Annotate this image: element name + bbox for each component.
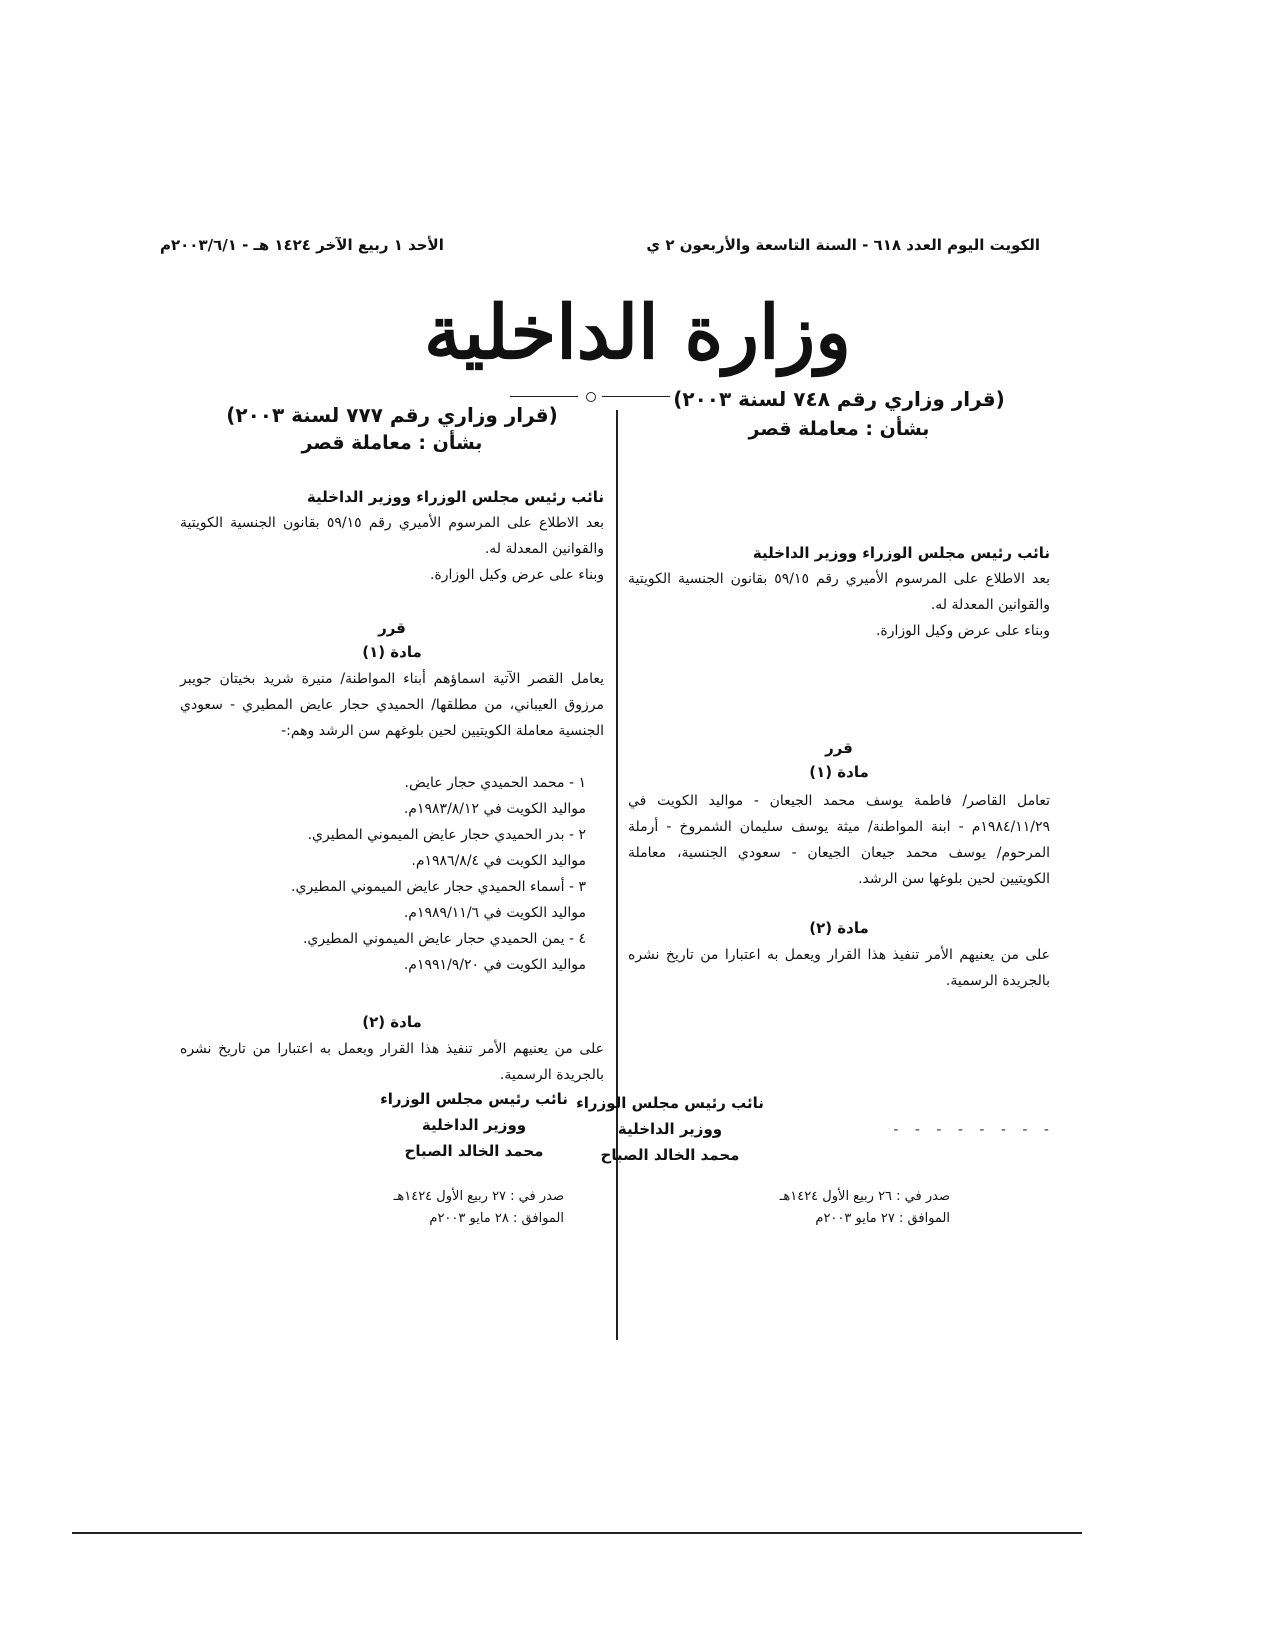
decree-777-article-2-heading: مادة (٢) [362,1013,422,1031]
running-header [160,236,1040,266]
list-item: مواليد الكويت في ١٩٨٦/٨/٤م. [411,853,586,869]
list-item: ٣ - أسماء الحميدي حجار عايض الميموني المطيري. [291,879,586,895]
ministry-title: وزارة الداخلية [423,290,852,376]
decree-748-authority: نائب رئيس مجلس الوزراء ووزير الداخلية [752,544,1050,562]
decree-777-title: (قرار وزاري رقم ٧٧٧ لسنة ٢٠٠٣) [226,403,558,427]
decree-777-decided: قرر [378,619,406,637]
header-date: الأحد ١ ربيع الآخر ١٤٢٤ هـ - ٢٠٠٣/٦/١م [160,236,444,254]
column-divider [616,410,618,1340]
decree-748-article-1-heading: مادة (١) [809,763,869,781]
decree-777-subject: بشأن : معاملة قصر [301,432,483,454]
list-item: مواليد الكويت في ١٩٩١/٩/٢٠م. [403,957,586,973]
signature-line-2: ووزير الداخلية [421,1116,527,1134]
issued-date: صدر في : ٢٧ ربيع الأول ١٤٢٤هـ [393,1189,564,1204]
decree-777-column [180,400,604,1340]
signature-name: محمد الخالد الصباح [404,1142,544,1160]
decree-748-issue-date [730,1186,950,1230]
decree-777-signature [364,1086,584,1164]
decree-748-decided: قرر [825,739,853,757]
decree-748-article-1-text: تعامل القاصر/ فاطمة يوسف محمد الجيعان - مواليد الكويت في ١٩٨٤/١١/٢٩م - ابنة المواطنة/ ميثة يوسف سليمان الشمروخ - أرملة المرحوم/ يوسف محمد جيعان الجيعان - سعودي الجنسية، معاملة الكويتيين لحين بلوغها سن الرشد. [628,793,1050,887]
decree-777-preamble-2: وبناء على عرض وكيل الوزارة. [429,567,604,583]
decree-777-article-1-text: يعامل القصر الآتية اسماؤهم أبناء المواطنة/ منيرة شريد بخيتان جويبر مرزوق العيباني، من مطلقها/ الحميدي حجار عايض المطيري - سعودي الجنسية معاملة الكويتيين لحين بلوغهم سن الرشد وهم:- [180,671,604,739]
decree-777-preamble: بعد الاطلاع على المرسوم الأميري رقم ٥٩/١٥ بقانون الجنسية الكويتية والقوانين المعدلة له. [180,515,604,557]
children-list [180,770,604,978]
signature-line-1: نائب رئيس مجلس الوزراء [576,1094,764,1112]
corresponding-date: الموافق : ٢٨ مايو ٢٠٠٣م [429,1211,564,1226]
decree-777-article-2-text: على من يعنيهم الأمر تنفيذ هذا القرار ويعمل به اعتبارا من تاريخ نشره بالجريدة الرسمية. [180,1041,604,1083]
decree-777-article-1-heading: مادة (١) [362,643,422,661]
header-issue-info: الكويت اليوم العدد ٦١٨ - السنة التاسعة والأربعون ٢ ي [646,236,1040,254]
list-item: ٢ - بدر الحميدي حجار عايض الميموني المطيري. [307,827,586,843]
signature-line-1: نائب رئيس مجلس الوزراء [380,1090,568,1108]
scan-artifact-dashes: - - - - - - - - [893,1122,1055,1138]
bottom-rule [72,1532,1082,1534]
signature-name: محمد الخالد الصباح [600,1146,740,1164]
list-item: مواليد الكويت في ١٩٨٩/١١/٦م. [403,905,586,921]
decree-777-issue-date [344,1186,564,1230]
list-item: ٤ - يمن الحميدي حجار عايض الميموني المطيري. [302,931,586,947]
corresponding-date: الموافق : ٢٧ مايو ٢٠٠٣م [815,1211,950,1226]
decree-748-title: (قرار وزاري رقم ٧٤٨ لسنة ٢٠٠٣) [673,387,1005,411]
decree-748-column [576,387,1050,1340]
signature-line-2: ووزير الداخلية [617,1120,723,1138]
decree-777-authority: نائب رئيس مجلس الوزراء ووزير الداخلية [306,488,604,506]
decree-748-preamble-2: وبناء على عرض وكيل الوزارة. [875,623,1050,639]
list-item: مواليد الكويت في ١٩٨٣/٨/١٢م. [403,801,586,817]
decree-748-article-2-text: على من يعنيهم الأمر تنفيذ هذا القرار ويعمل به اعتبارا من تاريخ نشره بالجريدة الرسمية. [628,947,1050,989]
decree-748-subject: بشأن : معاملة قصر [748,418,930,440]
decree-748-article-2-heading: مادة (٢) [809,919,869,937]
list-item: ١ - محمد الحميدي حجار عايض. [404,775,586,791]
decree-748-preamble: بعد الاطلاع على المرسوم الأميري رقم ٥٩/١٥ بقانون الجنسية الكويتية والقوانين المعدلة له. [628,571,1050,613]
issued-date: صدر في : ٢٦ ربيع الأول ١٤٢٤هـ [779,1189,950,1204]
